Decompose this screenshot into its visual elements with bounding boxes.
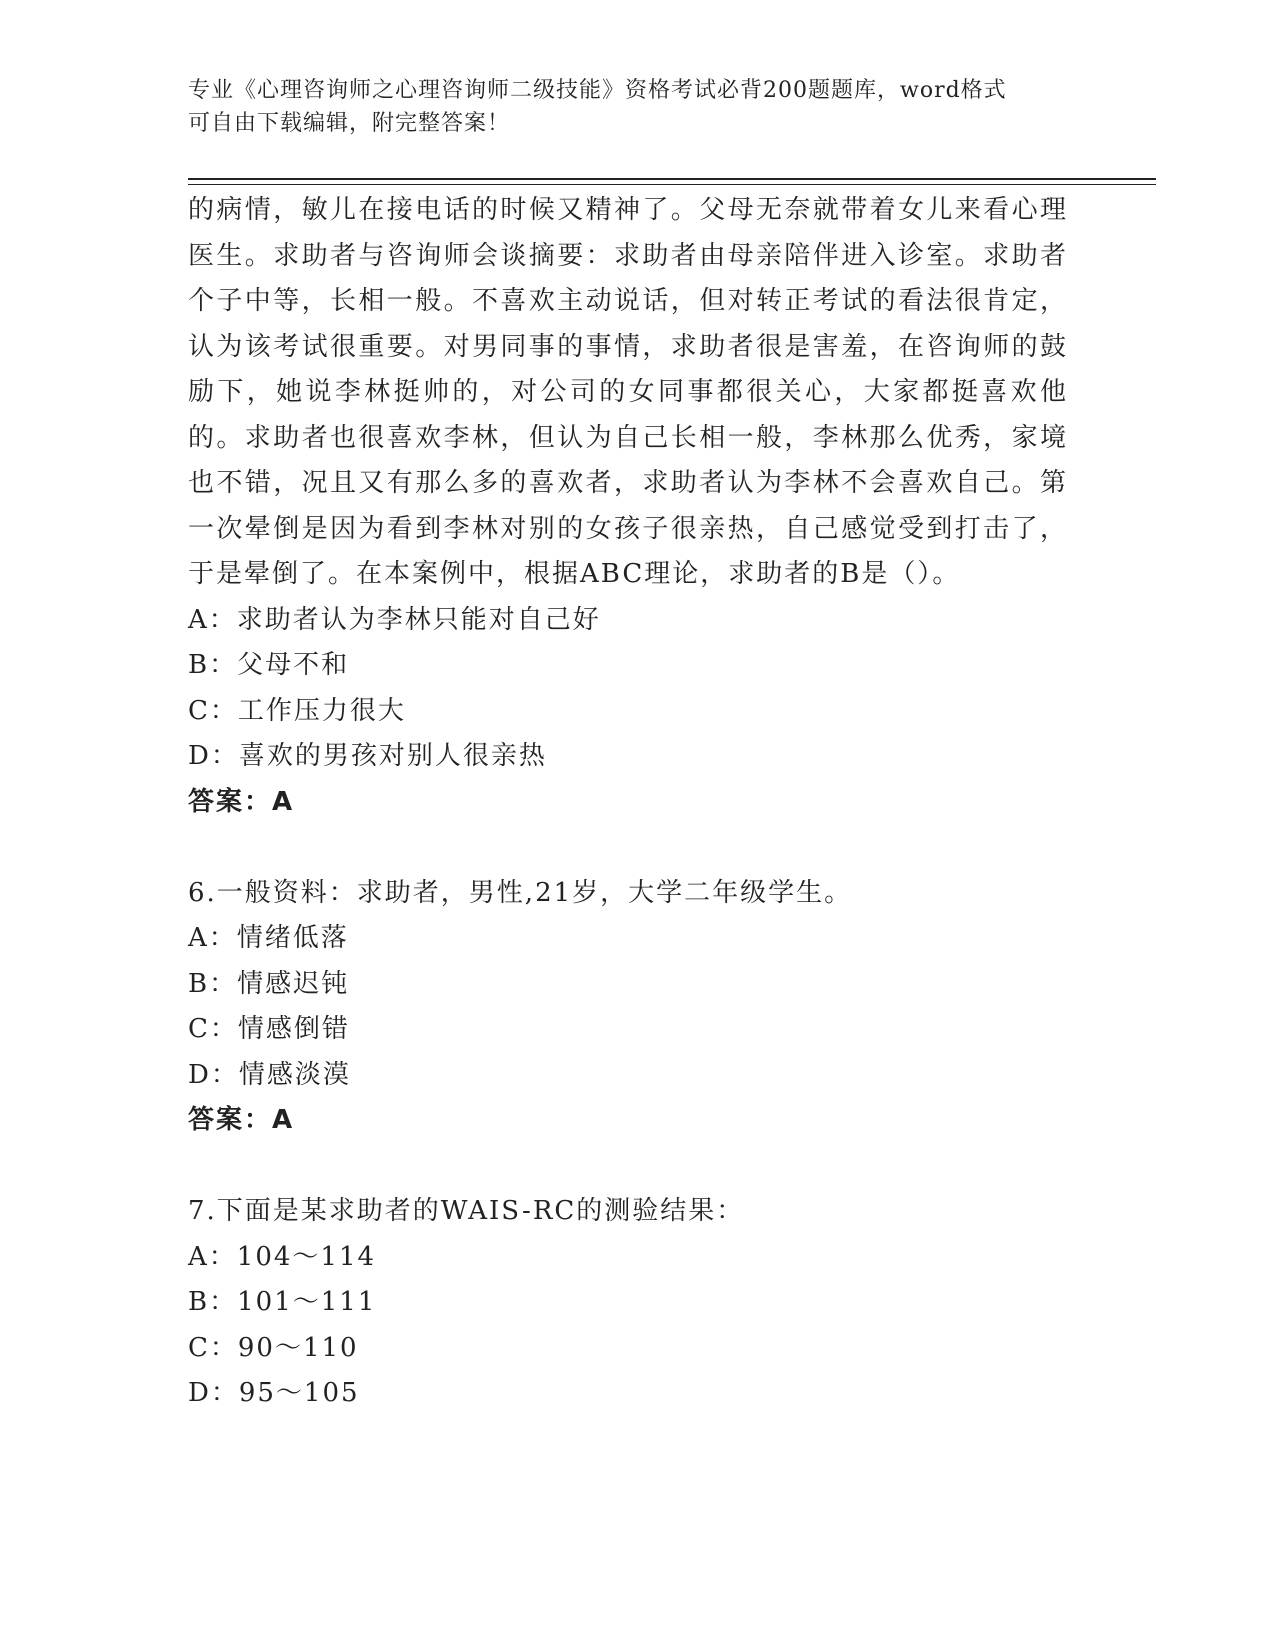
answer-label: 答案：A (188, 1105, 295, 1135)
question-stem: 6.一般资料：求助者，男性,21岁，大学二年级学生。 (188, 877, 853, 908)
option-b: B：父母不和 (188, 650, 350, 680)
header-divider-thin (188, 184, 1156, 185)
option-a: A：求助者认为李林只能对自己好 (188, 604, 601, 635)
option-a: A：情绪低落 (188, 923, 349, 953)
question-5 (188, 188, 1068, 825)
header-line-2: 可自由下载编辑，附完整答案！ (188, 111, 511, 136)
question-6 (188, 871, 1068, 1144)
option-b: B：情感迟钝 (188, 968, 350, 999)
option-d: D：95～105 (188, 1378, 360, 1408)
option-a: A：104～114 (188, 1241, 377, 1272)
option-c: C：情感倒错 (188, 1014, 350, 1044)
header-divider-thick (188, 178, 1156, 180)
option-d: D：情感淡漠 (188, 1059, 351, 1090)
spacer (188, 1144, 1068, 1190)
question-stem: 的病情，敏儿在接电话的时候又精神了。父母无奈就带着女儿来看心理医生。求助者与咨询师会谈摘要：求助者由母亲陪伴进入诊室。求助者个子中等，长相一般。不喜欢主动说话，但对转正考试的看法很肯定，认为该考试很重要。对男同事的事情，求助者很是害羞，在咨询师的鼓励下，她说李林挺帅的，对公司的女同事都很关心，大家都挺喜欢他的。求助者也很喜欢李林，但认为自己长相一般，李林那么优秀，家境也不错，况且又有那么多的喜欢者，求助者认为李林不会喜欢自己。第一次晕倒是因为看到李林对别的女孩子很亲热，自己感觉受到打击了，于是晕倒了。在本案例中，根据ABC理论，求助者的B是（）。 (188, 195, 1068, 589)
option-d: D：喜欢的男孩对别人很亲热 (188, 741, 547, 771)
document-body (188, 188, 1068, 1417)
option-c: C：90～110 (188, 1332, 359, 1363)
option-b: B：101～111 (188, 1287, 377, 1317)
question-stem: 7.下面是某求助者的WAIS-RC的测验结果： (188, 1196, 745, 1226)
spacer (188, 825, 1068, 871)
question-7 (188, 1189, 1068, 1417)
document-header (188, 74, 1068, 140)
option-c: C：工作压力很大 (188, 695, 406, 726)
answer-label: 答案：A (188, 786, 295, 817)
header-line-1: 专业《心理咨询师之心理咨询师二级技能》资格考试必背200题题库，word格式 (188, 78, 1007, 103)
